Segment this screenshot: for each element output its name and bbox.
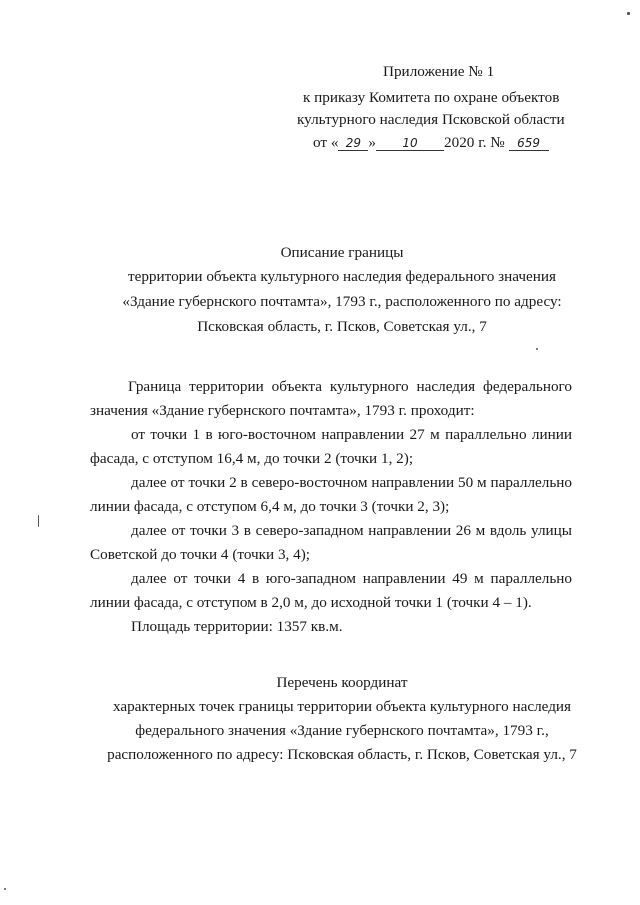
body-line-5: далее от точки 2 в северо-восточном направлении 50 м параллельно xyxy=(131,474,572,491)
scan-speck xyxy=(4,888,6,890)
body-line-6: линии фасада, с отступом 6,4 м, до точки 3 (точки 2, 3); xyxy=(90,498,450,515)
date-mid: » xyxy=(368,134,377,151)
body-line-1: Граница территории объекта культурного наследия федерального xyxy=(128,378,572,395)
coordinates-title: Перечень координат xyxy=(276,674,408,691)
territory-area: Площадь территории: 1357 кв.м. xyxy=(131,618,343,635)
appendix-committee-line: культурного наследия Псковской области xyxy=(297,111,565,128)
date-prefix: от « xyxy=(313,134,339,151)
description-subtitle-3: Псковская область, г. Псков, Советская ул., 7 xyxy=(197,318,487,335)
body-line-3: от точки 1 в юго-восточном направлении 27 м параллельно линии xyxy=(131,426,572,443)
handwritten-day: 29 xyxy=(338,136,368,151)
body-line-9: далее от точки 4 в юго-западном направлении 49 м параллельно xyxy=(131,570,572,587)
description-title: Описание границы xyxy=(280,244,404,261)
description-subtitle-2: «Здание губернского почтамта», 1793 г., расположенного по адресу: xyxy=(122,293,562,310)
appendix-title: Приложение № 1 xyxy=(383,63,495,80)
body-line-2: значения «Здание губернского почтамта», 1793 г. проходит: xyxy=(90,402,475,419)
description-subtitle-1: территории объекта культурного наследия федерального значения xyxy=(127,268,557,285)
handwritten-order-number: 659 xyxy=(509,136,549,151)
handwritten-month: 10 xyxy=(376,136,444,151)
date-year: 2020 г. № xyxy=(444,134,505,151)
scan-speck xyxy=(627,12,630,15)
appendix-order-line: к приказу Комитета по охране объектов xyxy=(303,89,560,106)
coordinates-subtitle-3: расположенного по адресу: Псковская область, г. Псков, Советская ул., 7 xyxy=(107,746,577,763)
scan-speck xyxy=(536,348,538,350)
body-line-7: далее от точки 3 в северо-западном направлении 26 м вдоль улицы xyxy=(131,522,572,539)
coordinates-subtitle-1: характерных точек границы территории объекта культурного наследия xyxy=(112,698,572,715)
body-line-10: линии фасада, с отступом в 2,0 м, до исходной точки 1 (точки 4 – 1). xyxy=(90,594,532,611)
scan-speck xyxy=(38,515,39,527)
appendix-date-line xyxy=(313,133,549,153)
body-line-8: Советской до точки 4 (точки 3, 4); xyxy=(90,546,311,563)
coordinates-subtitle-2: федерального значения «Здание губернского почтамта», 1793 г., xyxy=(135,722,549,739)
body-line-4: фасада, с отступом 16,4 м, до точки 2 (точки 1, 2); xyxy=(90,450,414,467)
